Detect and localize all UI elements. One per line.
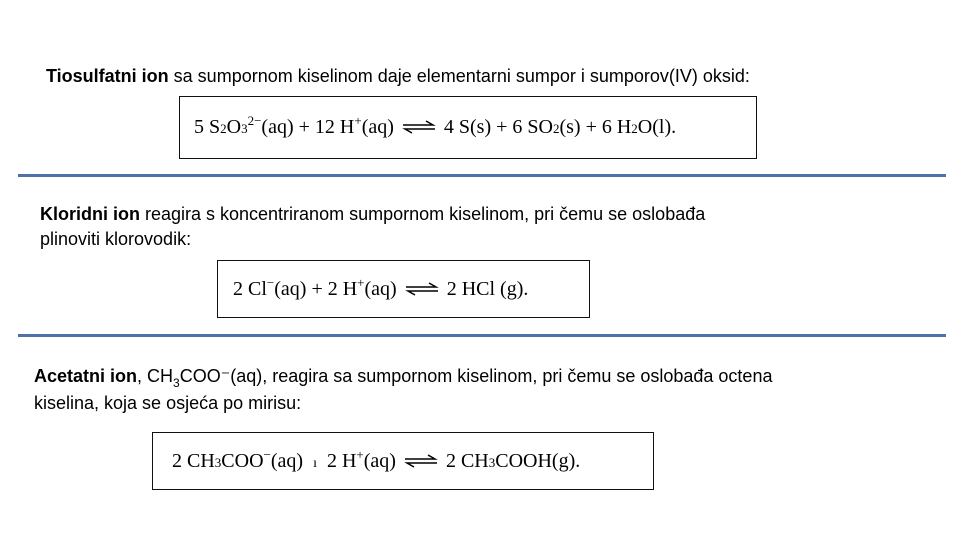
- equation-box-chloride: [217, 260, 590, 318]
- section-divider-1: [18, 174, 946, 177]
- acetate-description-line2: kiselina, koja se osjeća po mirisu:: [34, 393, 302, 413]
- chloride-description-line1: reagira s koncentriranom sumpornom kiselinom, pri čemu se oslobađa: [139, 204, 706, 224]
- equilibrium-arrow-icon: [405, 282, 439, 296]
- paragraph-acetate: Acetatni ion, $CH_3COO^-(aq)$, reagira sa sumpornom kiselinom, pri čemu se oslobađa octena kiselina, koja se osjeća po mirisu:: [34, 366, 773, 413]
- equation-chloride: 2 Cl − (aq) + 2 H + (aq) 2 HCl (g).: [233, 274, 529, 300]
- paragraph-chloride: [40, 202, 705, 252]
- equation-box-acetate: [152, 432, 654, 490]
- equation-box-thiosulfate: [179, 96, 757, 159]
- chloride-description-line2: plinoviti klorovodik:: [40, 229, 192, 249]
- section-divider-2: [18, 334, 946, 337]
- equilibrium-arrow-icon: [404, 454, 438, 468]
- thiosulfate-description: sa sumpornom kiselinom daje elementarni sumpor i sumporov(IV) oksid:: [168, 66, 750, 86]
- equation-acetate: 2 CH 3 COO − (aq) ı 2 H + (aq) 2 CH 3 COOH(g).: [172, 446, 581, 472]
- equilibrium-arrow-icon: [402, 120, 436, 134]
- term-chloride: Kloridni ion: [40, 204, 140, 224]
- term-thiosulfate: Tiosulfatni ion: [46, 66, 169, 86]
- paragraph-thiosulfate: [46, 64, 750, 89]
- equation-thiosulfate: 5 S 2 O 3 2− (aq) + 12 H + (aq) 4 S(s) + 6 SO 2 (s) + 6 H 2 O(l).: [194, 113, 677, 138]
- term-acetate: Acetatni ion: [34, 366, 138, 386]
